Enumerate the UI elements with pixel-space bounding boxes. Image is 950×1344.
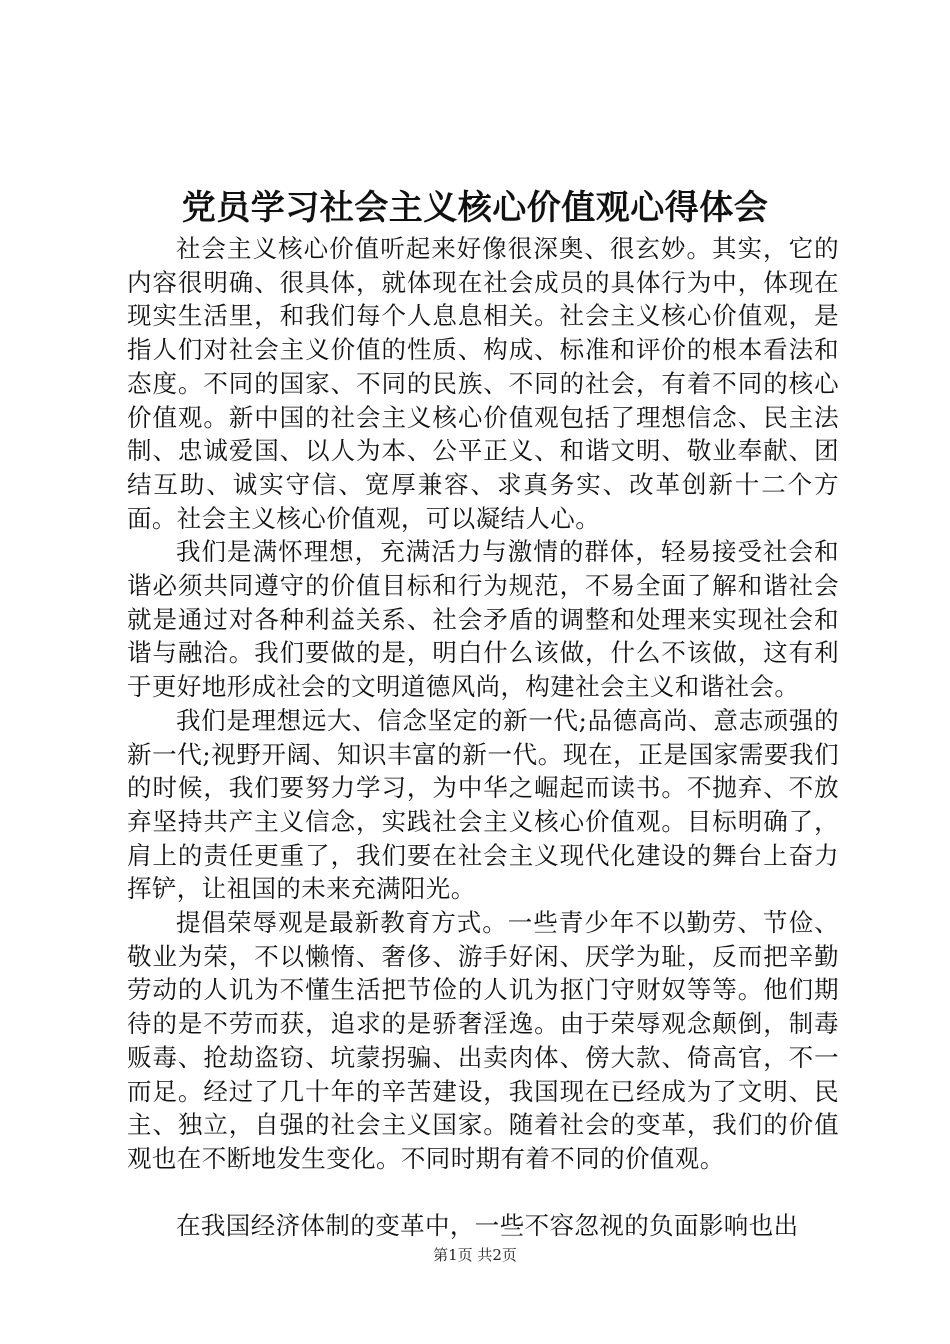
document-body <box>127 232 839 1242</box>
page-number-footer: 第1页 共2页 <box>433 1246 517 1264</box>
paragraph-3: 我们是理想远大、信念坚定的新一代;品德高尚、意志顽强的新一代;视野开阔、知识丰富的新一代。现在，正是国家需要我们的时候，我们要努力学习，为中华之崛起而读书。不抛弃、不放弃坚持共产主义信念，实践社会主义核心价值观。目标明确了，肩上的责任更重了，我们要在社会主义现代化建设的舞台上奋力挥铲，让祖国的未来充满阳光。 <box>127 705 839 904</box>
paragraph-5: 在我国经济体制的变革中，一些不容忽视的负面影响也出 <box>176 1210 799 1240</box>
paragraph-4: 提倡荣辱观是最新教育方式。一些青少年不以勤劳、节俭、敬业为荣，不以懒惰、奢侈、游手好闲、厌学为耻，反而把辛勤劳动的人讥为不懂生活把节俭的人讥为抠门守财奴等等。他们期待的是不劳而获，追求的是骄奢淫逸。由于荣辱观念颠倒，制毒贩毒、抢劫盗窃、坑蒙拐骗、出卖肉体、傍大款、倚高官，不一而足。经过了几十年的辛苦建设，我国现在已经成为了文明、民主、独立，自强的社会主义国家。随着社会的变革，我们的价值观也在不断地发生变化。不同时期有着不同的价值观。 <box>127 908 839 1173</box>
paragraph-1: 社会主义核心价值听起来好像很深奥、很玄妙。其实，它的内容很明确、很具体，就体现在社会成员的具体行为中，体现在现实生活里，和我们每个人息息相关。社会主义核心价值观，是指人们对社会主义价值的性质、构成、标准和评价的根本看法和态度。不同的国家、不同的民族、不同的社会，有着不同的核心价值观。新中国的社会主义核心价值观包括了理想信念、民主法制、忠诚爱国、以人为本、公平正义、和谐文明、敬业奉献、团结互助、诚实守信、宽厚兼容、求真务实、改革创新十二个方面。社会主义核心价值观，可以凝结人心。 <box>127 234 839 533</box>
paragraph-2: 我们是满怀理想，充满活力与激情的群体，轻易接受社会和谐必须共同遵守的价值目标和行为规范，不易全面了解和谐社会就是通过对各种利益关系、社会矛盾的调整和处理来实现社会和谐与融洽。我们要做的是，明白什么该做，什么不该做，这有利于更好地形成社会的文明道德风尚，构建社会主义和谐社会。 <box>127 537 839 702</box>
document-title: 党员学习社会主义核心价值观心得体会 <box>181 188 769 228</box>
